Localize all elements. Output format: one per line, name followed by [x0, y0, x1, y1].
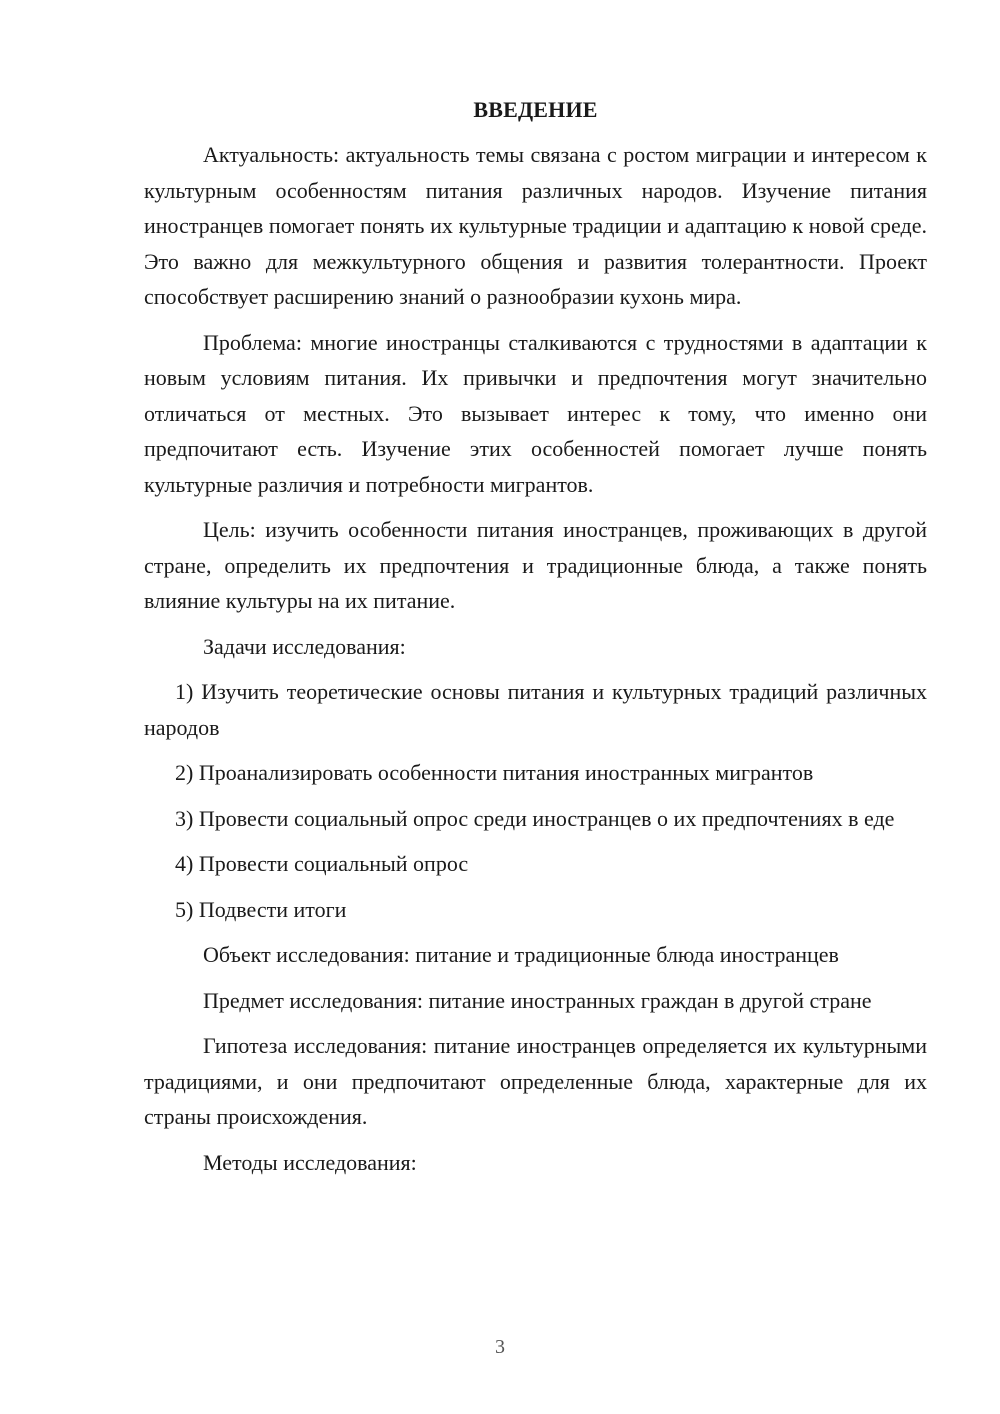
task-number: 1) — [175, 679, 194, 704]
document-page — [144, 95, 927, 1190]
relevance-paragraph: Актуальность: актуальность темы связана с ростом миграции и интересом к культурным особенностям питания различных народов. Изучение питания иностранцев помогает понять их культурные традиции и адаптацию к новой среде. Это важно для межкультурного общения и развития толерантности. Проект способствует расширению знаний о разнообразии кухонь мира. — [144, 142, 927, 309]
tasks-title: Задачи исследования: — [203, 633, 406, 659]
task-number: 4) — [175, 851, 194, 876]
task-text: Провести социальный опрос среди иностранцев о их предпочтениях в еде — [198, 805, 895, 831]
task-item — [144, 892, 927, 928]
task-number: 3) — [175, 805, 194, 831]
task-item — [144, 846, 927, 882]
task-number: 5) — [175, 896, 194, 922]
goal-paragraph: Цель: изучить особенности питания иностранцев, проживающих в другой стране, определить их предпочтения и традиционные блюда, а также понять влияние культуры на их питание. — [144, 517, 927, 613]
section-heading: ВВЕДЕНИЕ — [473, 97, 598, 122]
task-text: Провести социальный опрос — [198, 851, 469, 876]
problem-paragraph: Проблема: многие иностранцы сталкиваются с трудностями в адаптации к новым условиям питания. Их привычки и предпочтения могут значительно отличаться от местных. Это вызывает интерес к тому, что именно они предпочитают есть. Изучение этих особенностей помогает лучше понять культурные различия и потребности мигрантов. — [144, 329, 927, 497]
task-item — [144, 674, 927, 745]
task-text: Изучить теоретические основы питания и культурных традиций различных народов — [144, 679, 927, 740]
task-text: Проанализировать особенности питания иностранных мигрантов — [198, 760, 814, 785]
object-paragraph: Объект исследования: питание и традиционные блюда иностранцев — [203, 942, 839, 967]
hypothesis-paragraph: Гипотеза исследования: питание иностранцев определяется их культурными традициями, и они предпочитают определенные блюда, характерные для их страны происхождения. — [144, 1033, 927, 1129]
tasks-list — [144, 674, 927, 927]
subject-paragraph: Предмет исследования: питание иностранных граждан в другой стране — [203, 987, 872, 1013]
task-number: 2) — [175, 760, 194, 785]
task-item — [144, 801, 927, 837]
task-item — [144, 755, 927, 791]
task-text: Подвести итоги — [198, 896, 347, 922]
page-number: 3 — [495, 1336, 505, 1358]
methods-title: Методы исследования: — [203, 1149, 417, 1175]
